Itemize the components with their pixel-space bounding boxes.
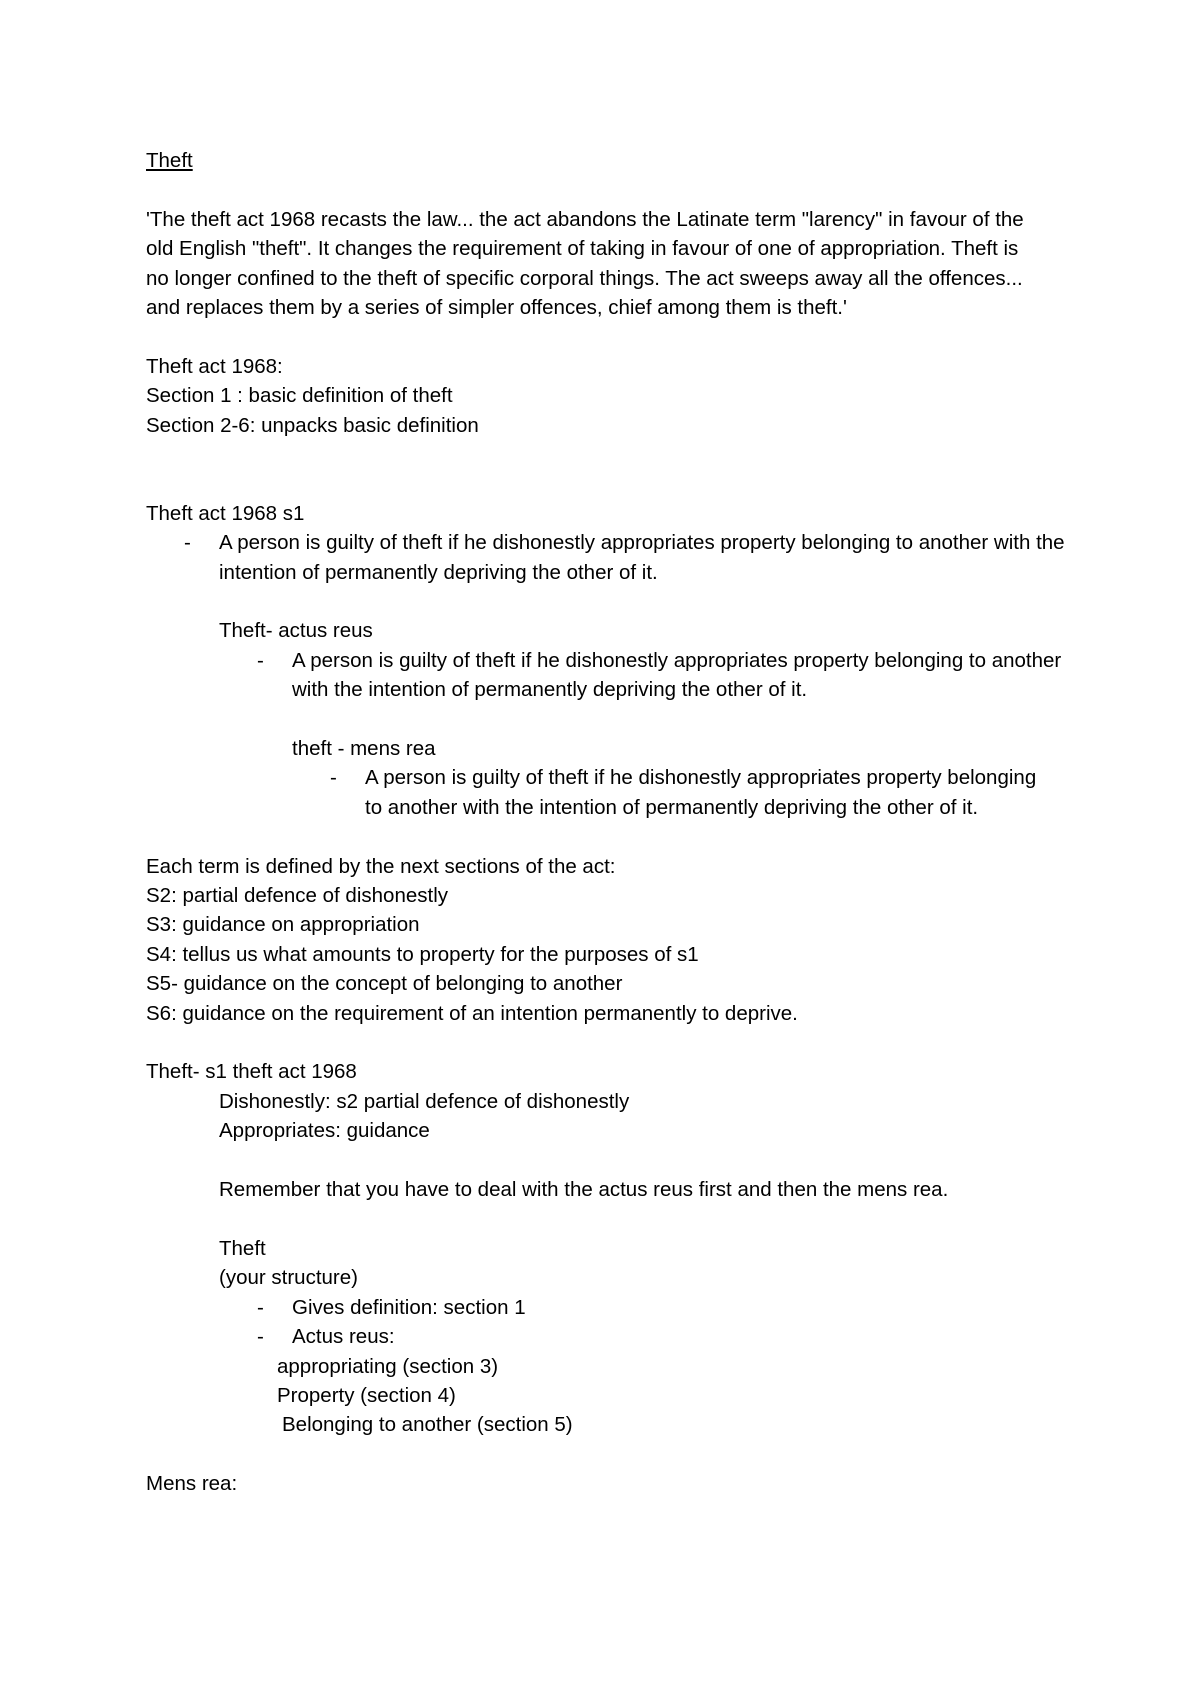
structure-item: Gives definition: section 1 bbox=[292, 1295, 526, 1319]
act-heading: Theft act 1968: bbox=[146, 354, 283, 378]
actus-sub-item: Belonging to another (section 5) bbox=[282, 1413, 573, 1437]
actus-reus-heading: Theft- actus reus bbox=[219, 619, 373, 643]
document-body bbox=[146, 146, 1066, 1499]
actus-sub-item: Property (section 4) bbox=[277, 1383, 456, 1407]
s1-heading: Theft act 1968 s1 bbox=[146, 501, 305, 525]
mens-rea-definition: A person is guilty of theft if he dishonestly appropriates property belonging to another with the intention of permanently depriving the other of it. bbox=[365, 766, 1037, 819]
document-title: Theft bbox=[146, 149, 193, 172]
term-line: S2: partial defence of dishonestly bbox=[146, 884, 448, 908]
act-line: Section 2-6: unpacks basic definition bbox=[146, 413, 479, 437]
terms-heading: Each term is defined by the next sections of the act: bbox=[146, 854, 616, 878]
list-item bbox=[219, 1322, 1066, 1351]
term-line: S6: guidance on the requirement of an intention permanently to deprive. bbox=[146, 1001, 798, 1025]
dash-bullet: - bbox=[257, 1325, 264, 1349]
actus-reus-definition: A person is guilty of theft if he dishonestly appropriates property belonging to another with the intention of permanently depriving the other of it. bbox=[292, 648, 1062, 702]
structure-title: Theft bbox=[219, 1236, 266, 1260]
dishonestly-line: Dishonestly: s2 partial defence of dishonestly bbox=[219, 1089, 630, 1113]
actus-sub-item: appropriating (section 3) bbox=[277, 1354, 499, 1378]
intro-quote: 'The theft act 1968 recasts the law... the act abandons the Latinate term "larency" in favour of the old English "theft". It changes the requirement of taking in favour of one of appropriation. Theft is no longer confined to the theft of specific corporal things. The act sweeps away all the offences... and replaces them by a series of simpler offences, chief among them is theft.' bbox=[146, 207, 1024, 320]
term-line: S3: guidance on appropriation bbox=[146, 913, 420, 937]
dash-bullet: - bbox=[257, 648, 264, 672]
s1-theft-heading: Theft- s1 theft act 1968 bbox=[146, 1060, 357, 1084]
dash-bullet: - bbox=[184, 531, 191, 555]
act-line: Section 1 : basic definition of theft bbox=[146, 384, 453, 408]
s1-definition: A person is guilty of theft if he dishonestly appropriates property belonging to another with the intention of permanently depriving the other of it. bbox=[219, 531, 1065, 584]
appropriates-line: Appropriates: guidance bbox=[219, 1119, 430, 1143]
structure-subtitle: (your structure) bbox=[219, 1266, 358, 1290]
term-line: S5- guidance on the concept of belonging to another bbox=[146, 972, 623, 996]
list-item bbox=[219, 646, 1066, 705]
list-item bbox=[146, 528, 1066, 587]
mens-rea-label: Mens rea: bbox=[146, 1472, 238, 1496]
mens-rea-heading: theft - mens rea bbox=[292, 737, 436, 761]
list-item bbox=[292, 763, 1066, 822]
list-item bbox=[219, 1293, 1066, 1322]
dash-bullet: - bbox=[257, 1295, 264, 1319]
dash-bullet: - bbox=[330, 766, 337, 790]
remember-note: Remember that you have to deal with the actus reus first and then the mens rea. bbox=[219, 1178, 949, 1202]
term-line: S4: tellus us what amounts to property for the purposes of s1 bbox=[146, 942, 699, 966]
structure-item: Actus reus: bbox=[292, 1325, 395, 1349]
